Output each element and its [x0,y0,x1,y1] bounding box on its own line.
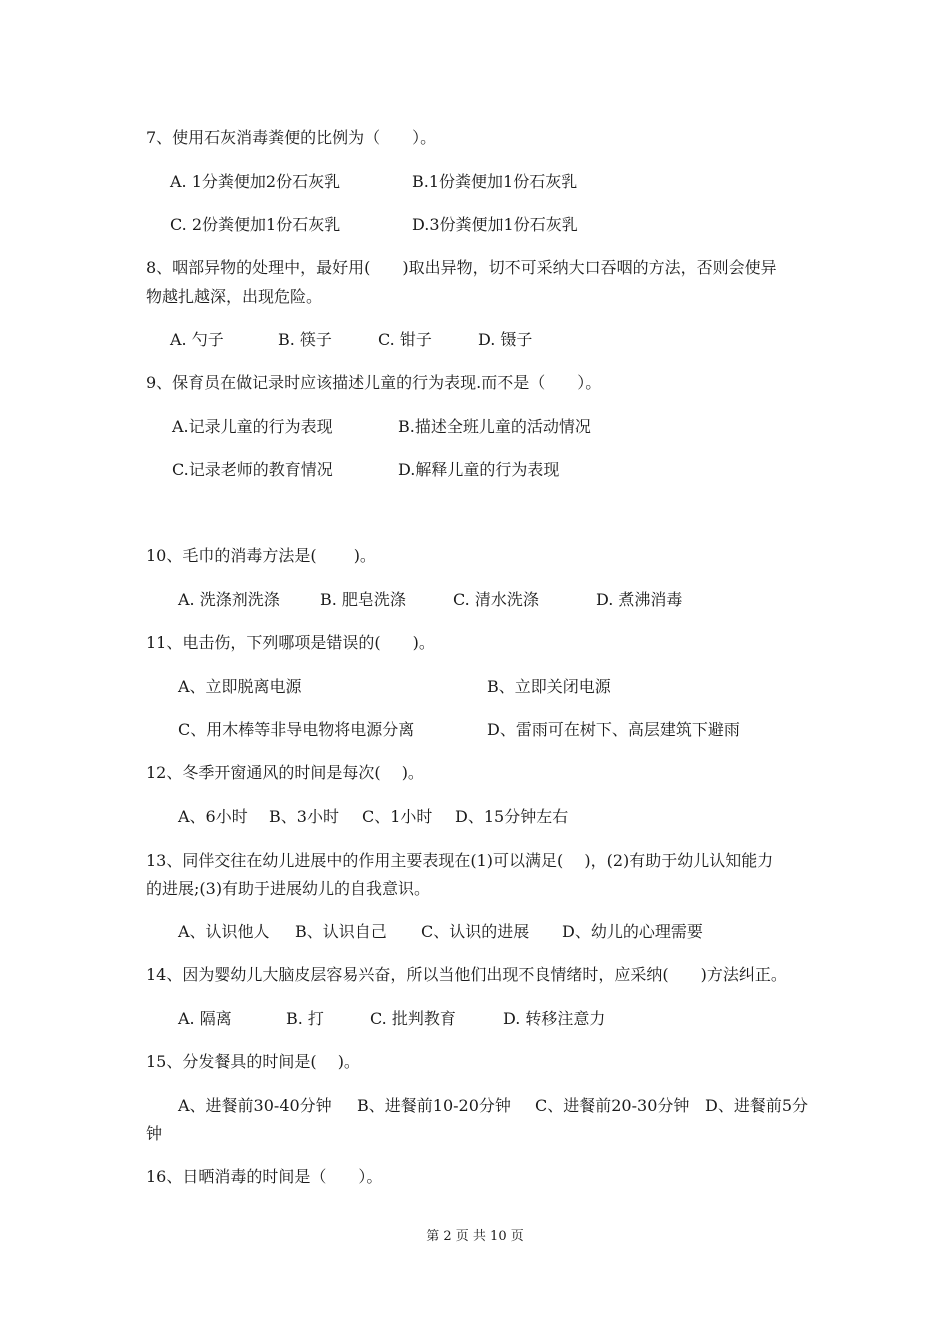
question-12-option-b: B、3小时 [269,807,339,826]
question-8-stem-line-1: 8、咽部异物的处理中，最好用( )取出异物，切不可采纳大口吞咽的方法，否则会使异 [146,258,777,277]
question-8-option-b: B. 筷子 [278,330,332,349]
question-15-stem: 15、分发餐具的时间是( )。 [146,1052,360,1071]
question-7-option-b: B.1份粪便加1份石灰乳 [412,172,578,191]
question-16-stem: 16、日晒消毒的时间是（ ）。 [146,1167,383,1186]
question-9-option-a: A.记录儿童的行为表现 [172,417,333,436]
question-13-stem-line-2: 的进展;(3)有助于进展幼儿的自我意识。 [146,879,431,898]
question-11-stem: 11、电击伤，下列哪项是错误的( )。 [146,633,435,652]
question-9-option-d: D.解释儿童的行为表现 [398,460,560,479]
question-15-option-c: C、进餐前20-30分钟 [535,1096,690,1115]
question-14-option-a: A. 隔离 [178,1009,232,1028]
question-11-option-d: D、雷雨可在树下、高层建筑下避雨 [487,720,740,739]
question-8-option-d: D. 镊子 [478,330,533,349]
question-10-option-b: B. 肥皂洗涤 [320,590,406,609]
question-14-option-b: B. 打 [286,1009,324,1028]
question-11-option-b: B、立即关闭电源 [487,677,611,696]
question-13-stem-line-1: 13、同伴交往在幼儿进展中的作用主要表现在(1)可以满足( )，(2)有助于幼儿认知能力 [146,851,774,870]
question-12-option-c: C、1小时 [362,807,433,826]
question-14-stem: 14、因为婴幼儿大脑皮层容易兴奋，所以当他们出现不良情绪时，应采纳( )方法纠正。 [146,965,787,984]
question-14-option-d: D. 转移注意力 [503,1009,606,1028]
question-12-option-a: A、6小时 [178,807,248,826]
question-11-option-a: A、立即脱离电源 [178,677,302,696]
question-15-option-d: D、进餐前5分 [705,1096,809,1115]
question-7-option-c: C. 2份粪便加1份石灰乳 [170,215,341,234]
question-9-option-b: B.描述全班儿童的活动情况 [398,417,591,436]
question-13-option-c: C、认识的进展 [421,922,530,941]
question-12-stem: 12、冬季开窗通风的时间是每次( )。 [146,763,424,782]
question-8-option-a: A. 勺子 [170,330,224,349]
question-10-option-a: A. 洗涤剂洗涤 [178,590,280,609]
question-7-option-a: A. 1分粪便加2份石灰乳 [170,172,341,191]
question-7-stem: 7、使用石灰消毒粪便的比例为（ ）。 [146,128,437,147]
question-12-option-d: D、15分钟左右 [455,807,569,826]
question-8-stem-line-2: 物越扎越深，出现危险。 [146,287,323,306]
question-11-option-c: C、用木棒等非导电物将电源分离 [178,720,415,739]
question-15-option-b: B、进餐前10-20分钟 [357,1096,511,1115]
question-9-stem: 9、保育员在做记录时应该描述儿童的行为表现.而不是（ ）。 [146,373,602,392]
question-10-option-c: C. 清水洗涤 [453,590,539,609]
question-7-option-d: D.3份粪便加1份石灰乳 [412,215,578,234]
question-14-option-c: C. 批判教育 [370,1009,456,1028]
question-10-option-d: D. 煮沸消毒 [596,590,683,609]
question-13-option-d: D、幼儿的心理需要 [562,922,703,941]
question-13-option-b: B、认识自己 [295,922,387,941]
question-15-option-d-wrap: 钟 [146,1124,163,1143]
question-8-option-c: C. 钳子 [378,330,432,349]
question-9-option-c: C.记录老师的教育情况 [172,460,333,479]
question-10-stem: 10、毛巾的消毒方法是( )。 [146,546,376,565]
question-13-option-a: A、认识他人 [178,922,270,941]
page-footer: 第 2 页 共 10 页 [426,1229,524,1244]
question-15-option-a: A、进餐前30-40分钟 [178,1096,332,1115]
